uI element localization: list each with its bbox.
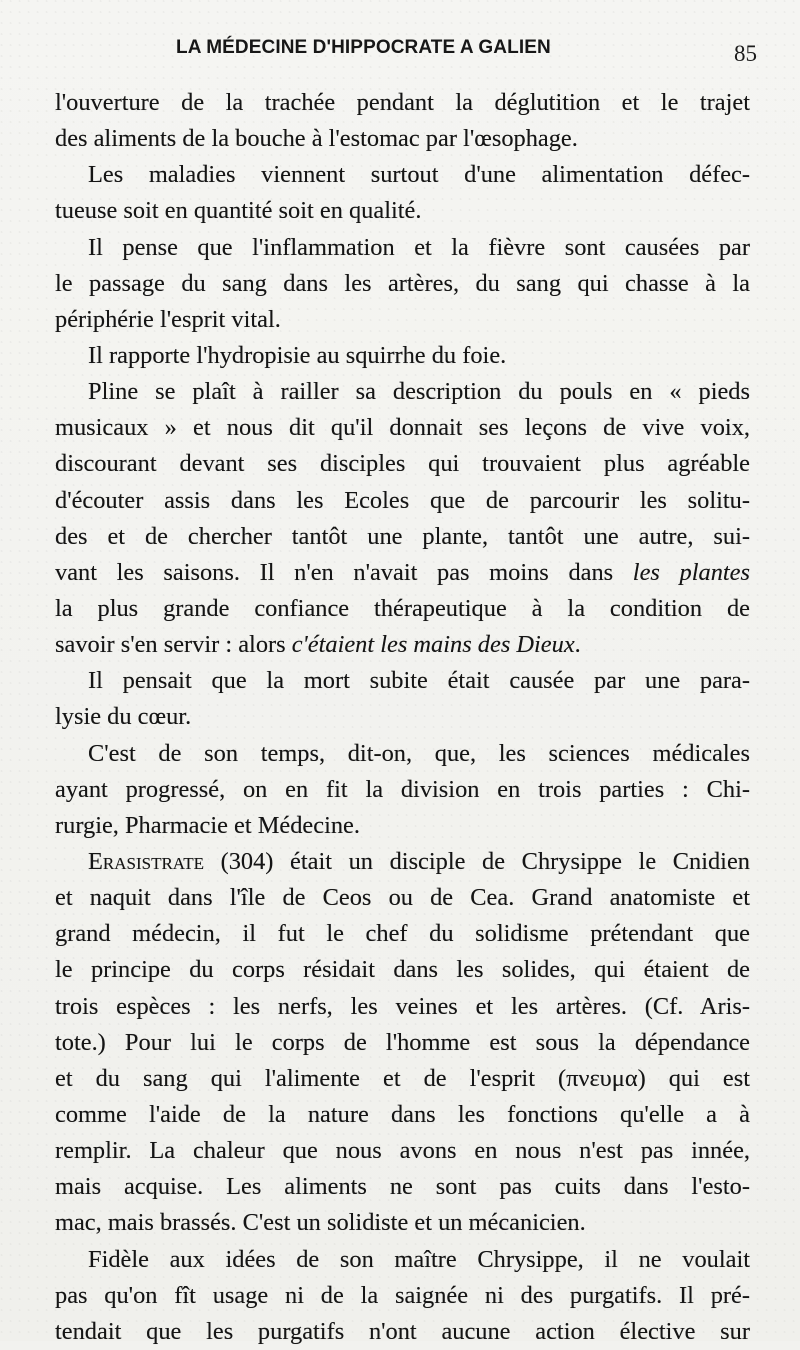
text-line: Il rapporte l'hydropisie au squirrhe du foie. [88,341,507,369]
text-line: C'est de son temps, dit-on, que, les sciences médicales [88,739,750,767]
text-line: vant les saisons. Il n'en n'avait pas moins dans les plantes [55,558,750,586]
italic-text: c'étaient les mains des Dieux [291,631,575,659]
text-line: rurgie, Pharmacie et Médecine. [55,811,360,839]
text-line: le passage du sang dans les artères, du sang qui chasse à la [55,269,750,297]
text-line: d'écouter assis dans les Ecoles que de parcourir les solitu- [55,486,750,514]
text-line: Il pense que l'inflammation et la fièvre sont causées par [88,233,750,261]
text-line: grand médecin, il fut le chef du solidisme prétendant que [55,920,750,948]
text-line: l'ouverture de la trachée pendant la déglutition et le trajet [55,89,750,116]
text-line: Erasistrate (304) était un disciple de Chrysippe le Cnidien [88,847,750,875]
body-text [55,85,750,1350]
text-line: la plus grande confiance thérapeutique à la condition de [55,594,750,622]
text-line: ayant progressé, on en fit la division en trois parties : Chi- [55,775,750,803]
running-title: LA MÉDECINE D'HIPPOCRATE A GALIEN [176,37,551,58]
italic-text: les plantes [632,558,750,586]
text-line: savoir s'en servir : alors c'étaient les mains des Dieux. [55,631,581,659]
text-line: tote.) Pour lui le corps de l'homme est sous la dépendance [55,1028,750,1056]
text-line: musicaux » et nous dit qu'il donnait ses leçons de vive voix, [55,414,750,442]
text-line: trois espèces : les nerfs, les veines et les artères. (Cf. Aris- [55,992,750,1020]
page-header [0,30,800,64]
text-line: Il pensait que la mort subite était causée par une para- [88,667,750,695]
text-line: mac, mais brassés. C'est un solidiste et un mécanicien. [55,1209,586,1237]
text-line: des aliments de la bouche à l'estomac par l'œsophage. [55,125,578,153]
text-line: pas qu'on fît usage ni de la saignée ni des purgatifs. Il pré- [55,1281,750,1309]
text-line: tendait que les purgatifs n'ont aucune action élective sur [55,1317,750,1345]
text-line: mais acquise. Les aliments ne sont pas cuits dans l'esto- [55,1173,750,1201]
text-line: Pline se plaît à railler sa description du pouls en « pieds [88,378,750,406]
text-line: périphérie l'esprit vital. [55,305,281,333]
text-line: comme l'aide de la nature dans les fonctions qu'elle a à [55,1100,750,1128]
text-line: discourant devant ses disciples qui trouvaient plus agréable [55,450,750,478]
text-line: Fidèle aux idées de son maître Chrysippe, il ne voulait [88,1245,750,1273]
text-line: lysie du cœur. [55,703,192,731]
text-line: et du sang qui l'alimente et de l'esprit (πνευμα) qui est [55,1064,750,1092]
text-line: le principe du corps résidait dans les solides, qui étaient de [55,956,750,984]
text-line: Les maladies viennent surtout d'une alimentation défec- [88,161,750,189]
text-line: et naquit dans l'île de Ceos ou de Cea. Grand anatomiste et [55,884,750,912]
author-name: Erasistrate [88,847,204,875]
text-line: des et de chercher tantôt une plante, tantôt une autre, sui- [55,522,750,550]
text-line: remplir. La chaleur que nous avons en nous n'est pas innée, [55,1137,750,1165]
text-line: tueuse soit en quantité soit en qualité. [55,197,422,225]
page-number: 85 [734,41,757,66]
